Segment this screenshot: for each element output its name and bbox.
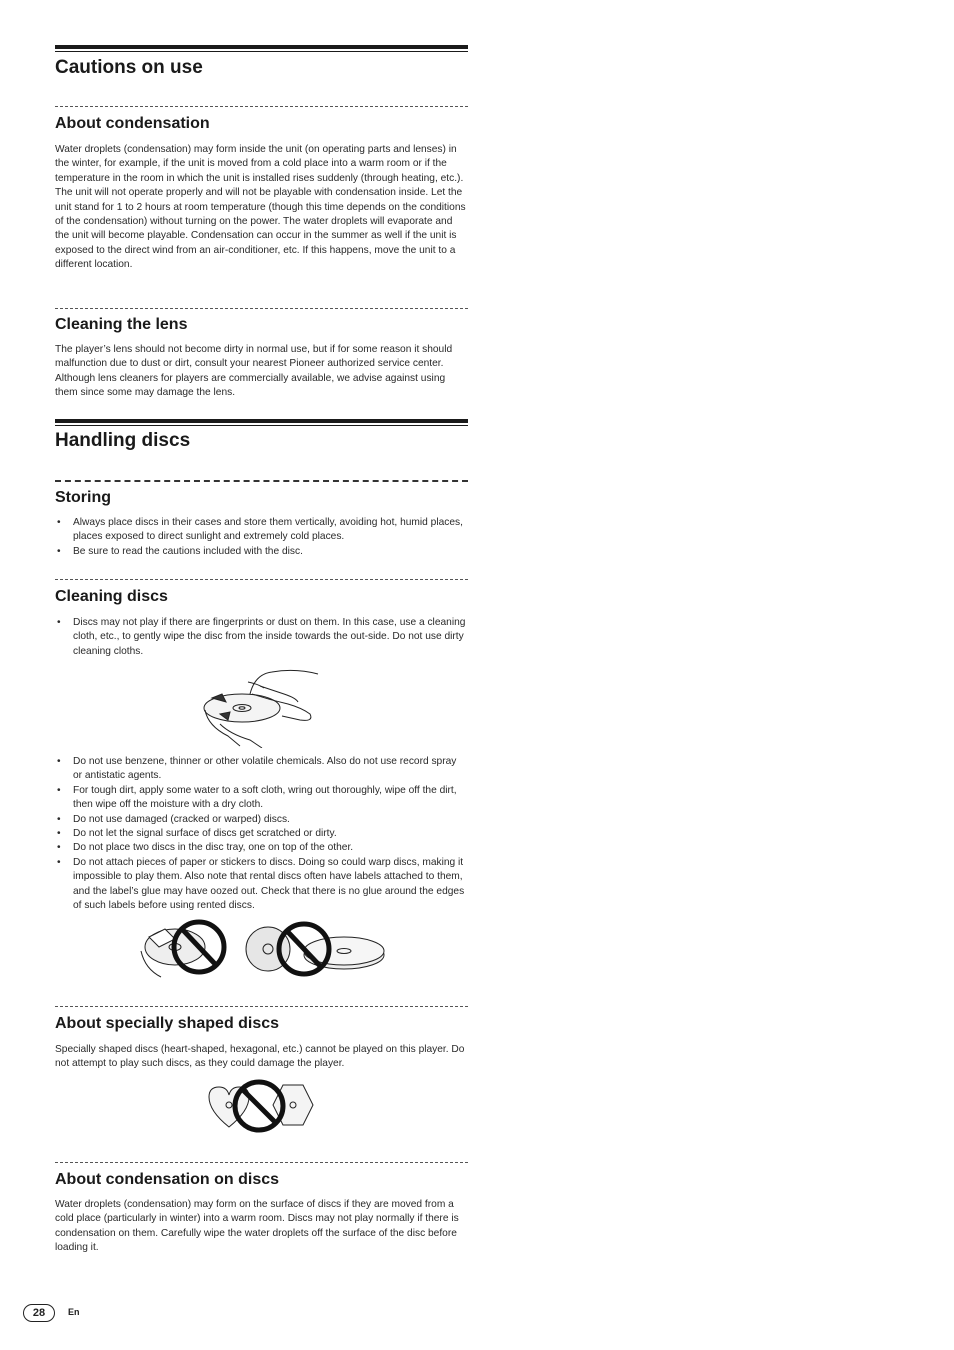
no-sticker-illustration: [135, 917, 230, 981]
section-rule: [55, 419, 468, 429]
storing-list: [55, 516, 468, 559]
list-item: • Do not attach pieces of paper or stickers to discs. Doing so could warp discs, making it impossible to play them. Also note that rental discs often have labels attached to them, and the label’s glue may have oozed out. Check that there is no glue around the edges of such labels before using rented discs.: [55, 856, 468, 914]
paragraph-condensation: Water droplets (condensation) may form inside the unit (on operating parts and lenses) in the winter, for example, if the unit is moved from a cold place into a warm room or if the temperature in the room in which the unit is installed rises suddenly (through heating, etc.). The unit will not operate properly and will not be playable with condensation inside. Let the unit stand for 1 to 2 hours at room temperature (though this time depends on the conditions of the condensation) without turning on the power. The water droplets will evaporate and the unit will become playable. Condensation can occur in the summer as well if the unit is exposed to the direct wind from an air-conditioner, etc. If this happens, move the unit to a different location.: [55, 144, 466, 271]
subsection-rule: [55, 579, 468, 580]
subsection-rule: [55, 1006, 468, 1007]
list-item: • For tough dirt, apply some water to a soft cloth, wring out thoroughly, wipe off the dirt, then wipe off the moisture with a dry cloth.: [55, 784, 468, 813]
subsection-rule: [55, 1162, 468, 1163]
list-item: • Do not use damaged (cracked or warped) discs.: [55, 813, 468, 827]
heading-cleaning-discs: Cleaning discs: [55, 588, 168, 605]
page-number: 28: [23, 1304, 55, 1322]
list-item: • Always place discs in their cases and store them vertically, avoiding hot, humid places, places exposed to direct sunlight and extremely cold places.: [55, 516, 468, 545]
section-title-cautions: Cautions on use: [55, 57, 203, 78]
list-item: • Discs may not play if there are fingerprints or dust on them. In this case, use a cleaning cloth, etc., to gently wipe the disc from the inside towards the out-side. Do not use dirty cleaning cloths.: [55, 616, 468, 659]
subsection-rule: [55, 480, 468, 482]
cleaning-list-a: [55, 616, 468, 659]
no-shaped-discs-illustration: [205, 1077, 317, 1135]
disc-wiping-illustration: [200, 664, 325, 748]
heading-cleaning-lens: Cleaning the lens: [55, 316, 188, 333]
heading-storing: Storing: [55, 489, 111, 506]
list-item: • Do not place two discs in the disc tray, one on top of the other.: [55, 841, 468, 855]
paragraph-condensation-discs: Water droplets (condensation) may form on the surface of discs if they are moved from a cold place (particularly in winter) into a warm room. Discs may not play normally if there is condensation on them. Carefully wipe the water droplets off the surface of the disc before loading it.: [55, 1199, 459, 1254]
heading-condensation-discs: About condensation on discs: [55, 1171, 280, 1188]
language-label: En: [68, 1307, 80, 1317]
paragraph-lens: The player’s lens should not become dirty in normal use, but if for some reason it should malfunction due to dust or dirt, consult your nearest Pioneer authorized service center. Although lens cleaners for players are commercially available, we advise against using them since some may damage the lens.: [55, 344, 453, 399]
subsection-rule: [55, 308, 468, 309]
list-item: • Do not use benzene, thinner or other volatile chemicals. Also do not use record spray or antistatic agents.: [55, 755, 468, 784]
paragraph-shaped: Specially shaped discs (heart-shaped, hexagonal, etc.) cannot be played on this player. Do not attempt to play such discs, as they could damage the player.: [55, 1044, 465, 1070]
no-two-discs-illustration: [240, 917, 388, 981]
subsection-rule: [55, 106, 468, 107]
cleaning-list-b: [55, 755, 468, 913]
list-item: • Be sure to read the cautions included with the disc.: [55, 545, 468, 559]
section-title-handling: Handling discs: [55, 430, 191, 451]
heading-specially-shaped: About specially shaped discs: [55, 1015, 280, 1032]
section-rule: [55, 45, 468, 55]
list-item: • Do not let the signal surface of discs get scratched or dirty.: [55, 827, 468, 841]
heading-about-condensation: About condensation: [55, 115, 210, 132]
